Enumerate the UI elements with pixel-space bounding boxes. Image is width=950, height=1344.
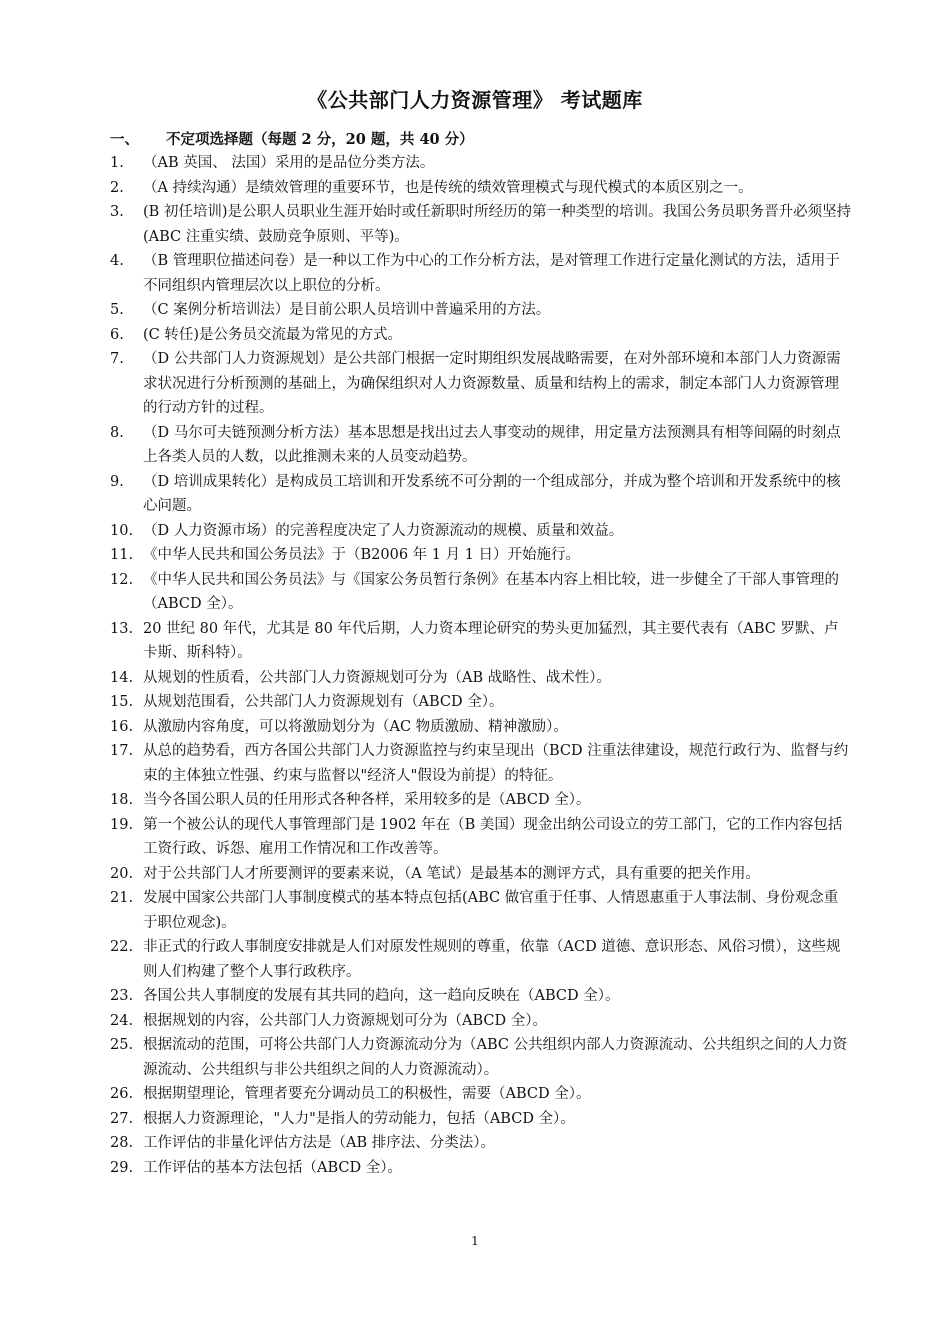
question-text: 《中华人民共和国公务员法》与《国家公务员暂行条例》在基本内容上相比较，进一步健全了干部人事管理的（ABCD 全）。 (143, 571, 839, 612)
question-text: （D 人力资源市场）的完善程度决定了人力资源流动的规模、质量和效益。 (143, 522, 624, 539)
question-text: 根据规划的内容，公共部门人力资源规划可分为（ABCD 全）。 (143, 1012, 547, 1029)
question-item (110, 176, 852, 201)
question-item (110, 1156, 852, 1181)
page-number: 1 (471, 1234, 479, 1248)
question-number: 24. (110, 1012, 134, 1029)
question-number: 11. (110, 547, 134, 563)
question-text: 非正式的行政人事制度安排就是人们对原发性规则的尊重，依靠（ACD 道德、意识形态、风俗习惯），这些规则人们构建了整个人事行政秩序。 (143, 939, 841, 980)
question-item (110, 1033, 852, 1082)
question-list (110, 151, 852, 1180)
question-item (110, 788, 852, 813)
question-item (110, 862, 852, 887)
question-number: 21. (110, 890, 134, 906)
question-number: 18. (110, 792, 134, 808)
question-number: 23. (110, 988, 134, 1004)
question-number: 15. (110, 694, 134, 710)
question-item (110, 200, 852, 249)
question-text: (C 转任)是公务员交流最为常见的方式。 (143, 326, 403, 343)
question-item (110, 421, 852, 470)
question-item (110, 715, 852, 740)
question-number: 9. (110, 473, 124, 490)
question-item (110, 1082, 852, 1107)
question-number: 4. (110, 253, 124, 269)
question-number: 13. (110, 620, 134, 637)
question-text: 各国公共人事制度的发展有其共同的趋向，这一趋向反映在（ABCD 全）。 (143, 988, 620, 1004)
question-text: 当今各国公职人员的任用形式各种各样，采用较多的是（ABCD 全）。 (143, 792, 591, 808)
question-item (110, 568, 852, 617)
question-text: 发展中国家公共部门人事制度模式的基本特点包括(ABC 做官重于任事、人情恩惠重于人事法制、身份观念重于职位观念)。 (143, 890, 839, 931)
question-text: 工作评估的非量化评估方法是（AB 排序法、分类法）。 (143, 1135, 495, 1151)
question-item (110, 519, 852, 544)
question-item (110, 298, 852, 323)
question-item (110, 886, 852, 935)
question-text: （A 持续沟通）是绩效管理的重要环节，也是传统的绩效管理模式与现代模式的本质区别之一。 (143, 179, 753, 196)
question-text: 根据人力资源理论，"人力"是指人的劳动能力，包括（ABCD 全）。 (143, 1110, 575, 1127)
question-number: 10. (110, 522, 134, 539)
question-text: （D 马尔可夫链预测分析方法）基本思想是找出过去人事变动的规律，用定量方法预测具有相等间隔的时刻点上各类人员的人数，以此推测未来的人员变动趋势。 (143, 424, 841, 465)
question-number: 5. (110, 302, 124, 318)
question-text: 第一个被公认的现代人事管理部门是 1902 年在（B 美国）现金出纳公司设立的劳工部门，它的工作内容包括工资行政、诉怨、雇用工作情况和工作改善等。 (143, 816, 843, 857)
question-item (110, 984, 852, 1009)
question-text: 工作评估的基本方法包括（ABCD 全）。 (143, 1159, 402, 1176)
question-text: （D 公共部门人力资源规划）是公共部门根据一定时期组织发展战略需要，在对外部环境和本部门人力资源需求状况进行分析预测的基础上，为确保组织对人力资源数量、质量和结构上的需求，制定本部门人力资源管理的行动方针的过程。 (143, 351, 841, 416)
question-number: 3. (110, 204, 124, 220)
question-text: 从规划的性质看，公共部门人力资源规划可分为（AB 战略性、战术性）。 (143, 669, 611, 686)
question-number: 26. (110, 1086, 134, 1102)
question-item (110, 666, 852, 691)
question-text: 20 世纪 80 年代，尤其是 80 年代后期，人力资本理论研究的势头更加猛烈，其主要代表有（ABC 罗默、卢卡斯、斯科特）。 (143, 620, 839, 661)
question-item (110, 813, 852, 862)
question-number: 6. (110, 326, 124, 343)
question-text: 从规划范围看，公共部门人力资源规划有（ABCD 全）。 (143, 694, 504, 710)
question-number: 17. (110, 743, 134, 759)
question-item (110, 935, 852, 984)
document-title: 《公共部门人力资源管理》 考试题库 (307, 88, 643, 112)
question-item (110, 739, 852, 788)
question-item (110, 1107, 852, 1132)
section-heading-text: 不定项选择题（每题 2 分，20 题，共 40 分） (166, 131, 474, 148)
question-item (110, 1131, 852, 1156)
question-item (110, 249, 852, 298)
question-text: （AB 英国、 法国）采用的是品位分类方法。 (143, 155, 435, 171)
section-number: 一、 (110, 131, 139, 148)
question-text: 根据期望理论，管理者要充分调动员工的积极性，需要（ABCD 全）。 (143, 1086, 591, 1102)
question-text: （D 培训成果转化）是构成员工培训和开发系统不可分割的一个组成部分，并成为整个培训和开发系统中的核心问题。 (143, 473, 841, 514)
question-number: 27. (110, 1110, 134, 1127)
question-text: 从总的趋势看，西方各国公共部门人力资源监控与约束呈现出（BCD 注重法律建设，规范行政行为、监督与约束的主体独立性强、约束与监督以"经济人"假设为前提）的特征。 (143, 743, 849, 784)
question-item (110, 347, 852, 421)
question-text: (B 初任培训)是公职人员职业生涯开始时或任新职时所经历的第一种类型的培训。我国公务员职务晋升必须坚持(ABC 注重实绩、鼓励竞争原则、平等)。 (143, 204, 852, 245)
question-item (110, 323, 852, 348)
question-number: 29. (110, 1159, 134, 1176)
question-text: 《中华人民共和国公务员法》于（B2006 年 1 月 1 日）开始施行。 (143, 547, 581, 563)
question-number: 25. (110, 1037, 134, 1053)
section-heading (110, 128, 474, 149)
question-item (110, 470, 852, 519)
question-number: 8. (110, 424, 124, 441)
question-item (110, 617, 852, 666)
question-number: 16. (110, 718, 134, 735)
question-number: 19. (110, 816, 134, 833)
question-item (110, 690, 852, 715)
question-text: 从激励内容角度，可以将激励划分为（AC 物质激励、精神激励）。 (143, 718, 568, 735)
question-text: 根据流动的范围，可将公共部门人力资源流动分为（ABC 公共组织内部人力资源流动、公共组织之间的人力资源流动、公共组织与非公共组织之间的人力资源流动）。 (143, 1037, 848, 1078)
question-number: 22. (110, 939, 134, 955)
question-text: （C 案例分析培训法）是目前公职人员培训中普遍采用的方法。 (143, 302, 551, 318)
question-number: 1. (110, 155, 124, 171)
question-text: （B 管理职位描述问卷）是一种以工作为中心的工作分析方法，是对管理工作进行定量化测试的方法，适用于不同组织内管理层次以上职位的分析。 (143, 253, 840, 294)
question-text: 对于公共部门人才所要测评的要素来说，（A 笔试）是最基本的测评方式，具有重要的把关作用。 (143, 865, 760, 882)
question-item (110, 151, 852, 176)
question-item (110, 1009, 852, 1034)
question-number: 20. (110, 865, 134, 882)
question-number: 14. (110, 669, 134, 686)
question-number: 12. (110, 571, 134, 588)
question-item (110, 543, 852, 568)
question-number: 7. (110, 351, 124, 367)
question-number: 2. (110, 179, 124, 196)
question-number: 28. (110, 1135, 134, 1151)
